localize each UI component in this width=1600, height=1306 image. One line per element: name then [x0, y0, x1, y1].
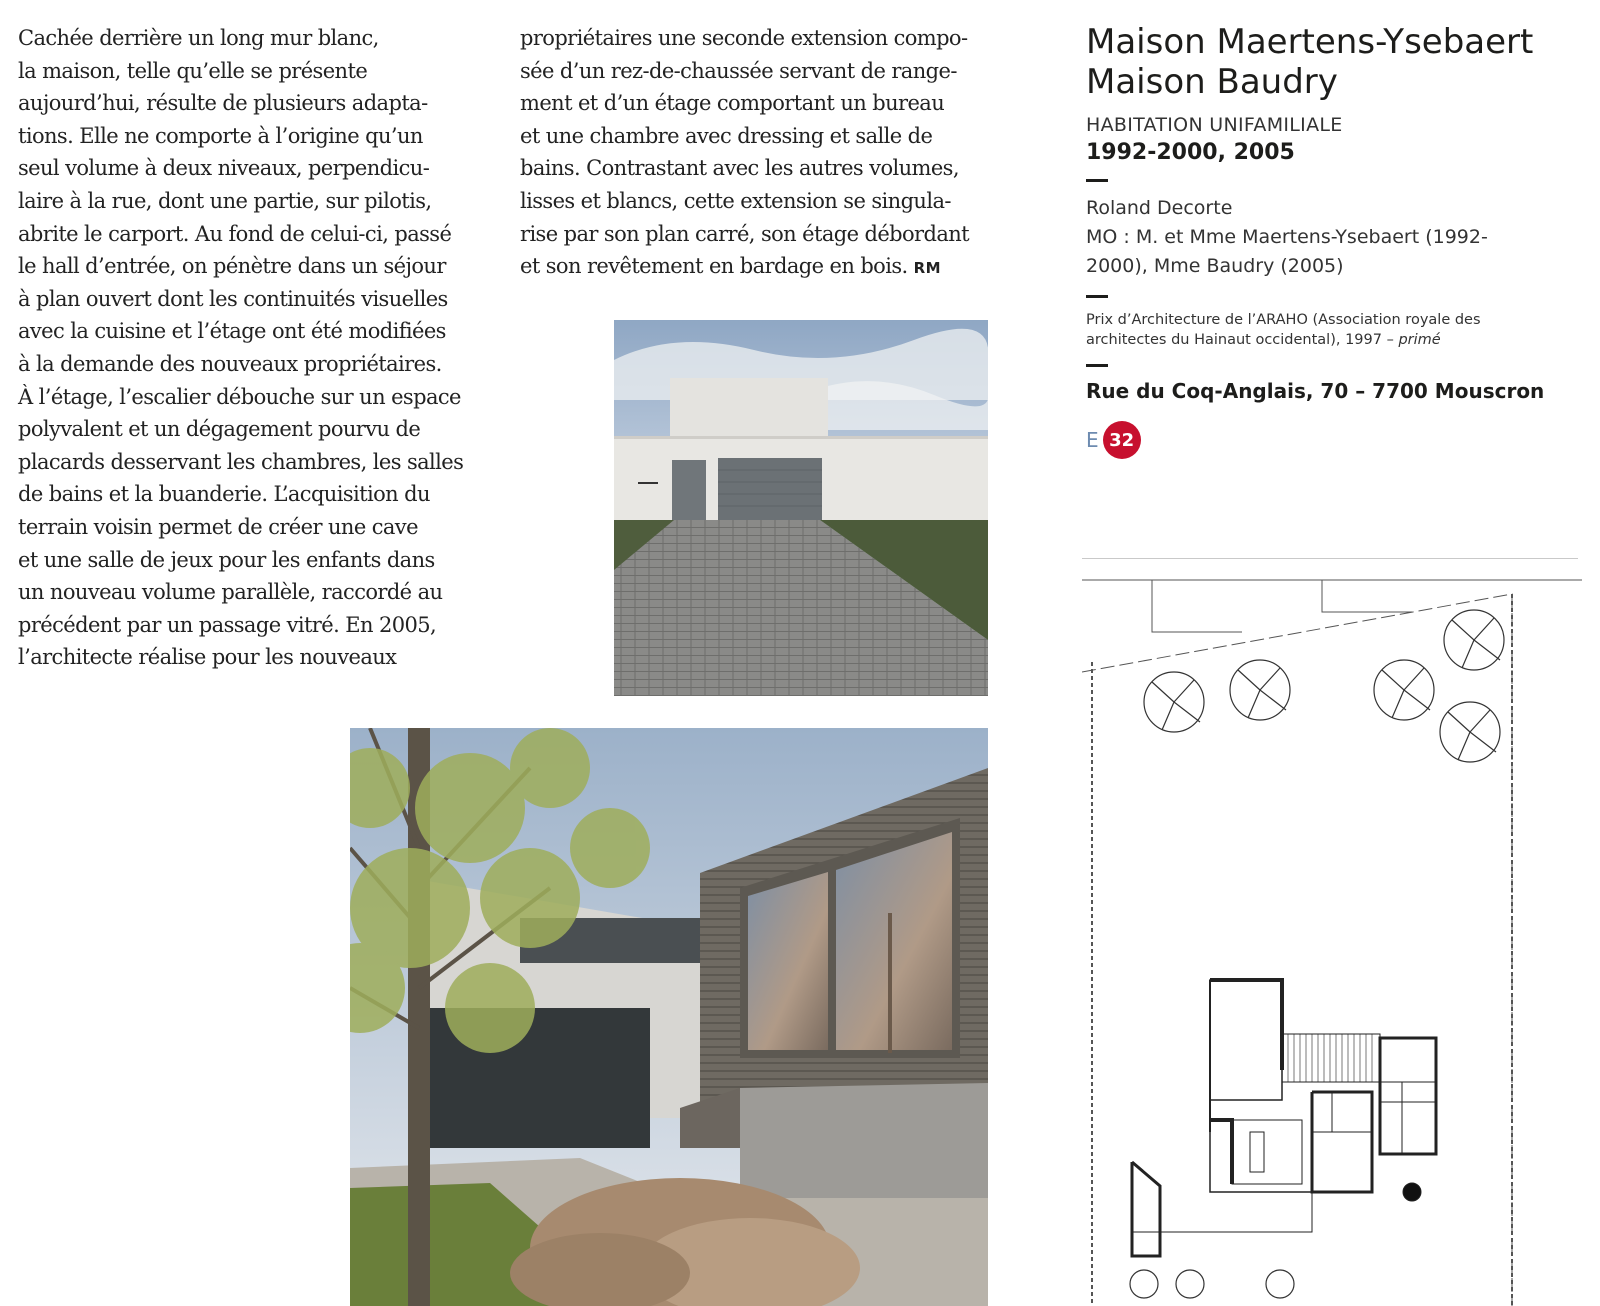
col1-line: la maison, telle qu’elle se présente: [18, 58, 368, 83]
divider-dash: [1086, 295, 1108, 298]
col1-line: avec la cuisine et l’étage ont été modifiées: [18, 319, 446, 344]
col2-line: bains. Contrastant avec les autres volumes,: [520, 156, 959, 181]
prize-line-2: [1086, 330, 1586, 350]
article-column-1: [18, 22, 463, 674]
badge-number: 32: [1103, 421, 1141, 459]
col2-line: rise par son plan carré, son étage débordant: [520, 221, 970, 246]
col2-line: et une chambre avec dressing et salle de: [520, 123, 933, 148]
col1-line: à la demande des nouveaux propriétaires.: [18, 351, 442, 376]
col2-line: propriétaires une seconde extension compo-: [520, 26, 968, 50]
col2-line: ment et d’un étage comportant un bureau: [520, 91, 945, 116]
map-reference-badge: [1086, 421, 1586, 459]
divider-dash: [1086, 364, 1108, 367]
architect-name: Roland Decorte: [1086, 197, 1233, 219]
article-column-2: [520, 22, 969, 285]
col1-line: aujourd’hui, résulte de plusieurs adapta-: [18, 91, 428, 116]
project-title-line-2: Maison Baudry: [1086, 62, 1338, 102]
project-title-line-1: Maison Maertens-Ysebaert: [1086, 22, 1534, 62]
col1-line: l’architecte réalise pour les nouveaux: [18, 645, 397, 670]
col1-line: le hall d’entrée, on pénètre dans un séjour: [18, 254, 446, 279]
col2-line: lisses et blancs, cette extension se singula-: [520, 188, 951, 213]
author-initials: RM: [913, 259, 942, 278]
col1-line: polyvalent et un dégagement pourvu de: [18, 417, 421, 442]
col1-line: un nouveau volume parallèle, raccordé au: [18, 580, 443, 605]
col1-line: abrite le carport. Au fond de celui-ci, passé: [18, 221, 452, 246]
col1-line: placards desservant les chambres, les salles: [18, 449, 464, 474]
col1-line: seul volume à deux niveaux, perpendicu-: [18, 156, 430, 181]
badge-letter: E: [1086, 428, 1099, 452]
col1-line: et une salle de jeux pour les enfants dans: [18, 547, 435, 572]
project-category: HABITATION UNIFAMILIALE: [1086, 114, 1343, 136]
client-line-2: 2000), Mme Baudry (2005): [1086, 255, 1344, 277]
prize-award: primé: [1398, 332, 1441, 348]
col1-line: précédent par un passage vitré. En 2005,: [18, 612, 437, 637]
col1-line: à plan ouvert dont les continuités visuelles: [18, 286, 448, 311]
client-line-1: MO : M. et Mme Maertens-Ysebaert (1992-: [1086, 226, 1488, 248]
col2-line: sée d’un rez-de-chaussée servant de range-: [520, 58, 957, 83]
col1-line: À l’étage, l’escalier débouche sur un espace: [18, 384, 461, 409]
col1-line: de bains et la buanderie. L’acquisition du: [18, 482, 430, 507]
divider-dash: [1086, 179, 1108, 182]
project-address: Rue du Coq-Anglais, 70 – 7700 Mouscron: [1086, 379, 1545, 403]
street-facade-photo: [614, 320, 988, 696]
prize-line-1: Prix d’Architecture de l’ARAHO (Association royale des: [1086, 312, 1481, 328]
col2-line: et son revêtement en bardage en bois. RM: [520, 254, 942, 279]
site-floor-plan: [1082, 572, 1582, 1306]
col1-line: laire à la rue, dont une partie, sur pilotis,: [18, 188, 432, 213]
section-rule: [1082, 558, 1578, 559]
col1-line: tions. Elle ne comporte à l’origine qu’un: [18, 123, 423, 148]
col1-line: terrain voisin permet de créer une cave: [18, 514, 418, 539]
garden-extension-photo: [350, 728, 988, 1306]
col1-line: Cachée derrière un long mur blanc,: [18, 26, 379, 50]
project-info-panel: [1086, 22, 1586, 459]
prize-text: architectes du Hainaut occidental), 1997 –: [1086, 332, 1394, 348]
project-dates: 1992-2000, 2005: [1086, 140, 1295, 165]
